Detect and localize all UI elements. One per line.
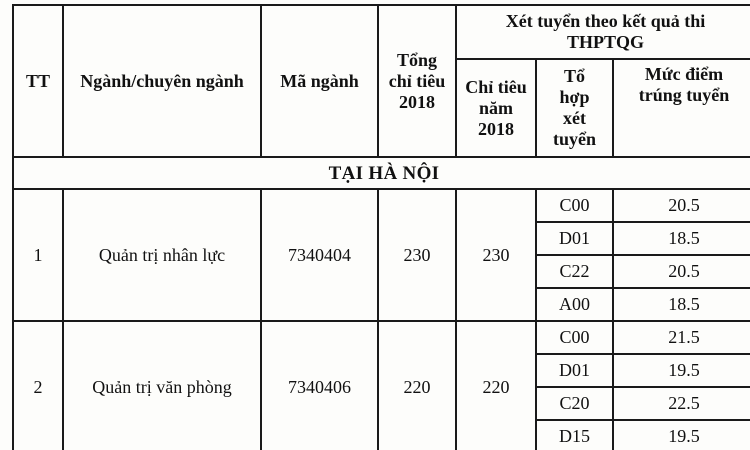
cutoff-score-cell: 21.5 <box>613 321 750 354</box>
cutoff-score-cell: 22.5 <box>613 387 750 420</box>
row-total-quota: 220 <box>378 321 456 450</box>
admission-table <box>12 4 750 450</box>
section-title: TẠI HÀ NỘI <box>13 157 750 189</box>
row-major: Quản trị nhân lực <box>63 189 261 321</box>
header-code: Mã ngành <box>261 5 378 157</box>
table-row <box>13 321 750 354</box>
header-quota-year: Chỉ tiêu năm 2018 <box>456 59 536 157</box>
row-tt: 2 <box>13 321 63 450</box>
cutoff-score-cell: 20.5 <box>613 255 750 288</box>
subject-combo-cell: C00 <box>536 321 613 354</box>
header-subject-combo: Tổ hợp xét tuyển <box>536 59 613 157</box>
header-total-quota: Tổng chỉ tiêu 2018 <box>378 5 456 157</box>
header-exam-group: Xét tuyển theo kết quả thi THPTQG <box>456 5 750 59</box>
subject-combo-cell: D15 <box>536 420 613 450</box>
header-tt: TT <box>13 5 63 157</box>
header-cutoff-score: Mức điểm trúng tuyển <box>613 59 750 157</box>
row-quota-year: 220 <box>456 321 536 450</box>
cutoff-score-cell: 19.5 <box>613 354 750 387</box>
row-code: 7340406 <box>261 321 378 450</box>
subject-combo-cell: D01 <box>536 222 613 255</box>
table-row <box>13 189 750 222</box>
row-tt: 1 <box>13 189 63 321</box>
row-quota-year: 230 <box>456 189 536 321</box>
row-code: 7340404 <box>261 189 378 321</box>
header-major: Ngành/chuyên ngành <box>63 5 261 157</box>
cutoff-score-cell: 19.5 <box>613 420 750 450</box>
row-total-quota: 230 <box>378 189 456 321</box>
subject-combo-cell: D01 <box>536 354 613 387</box>
cutoff-score-cell: 18.5 <box>613 222 750 255</box>
subject-combo-cell: C20 <box>536 387 613 420</box>
cutoff-score-cell: 18.5 <box>613 288 750 321</box>
cutoff-score-cell: 20.5 <box>613 189 750 222</box>
subject-combo-cell: C00 <box>536 189 613 222</box>
row-major: Quản trị văn phòng <box>63 321 261 450</box>
subject-combo-cell: C22 <box>536 255 613 288</box>
subject-combo-cell: A00 <box>536 288 613 321</box>
